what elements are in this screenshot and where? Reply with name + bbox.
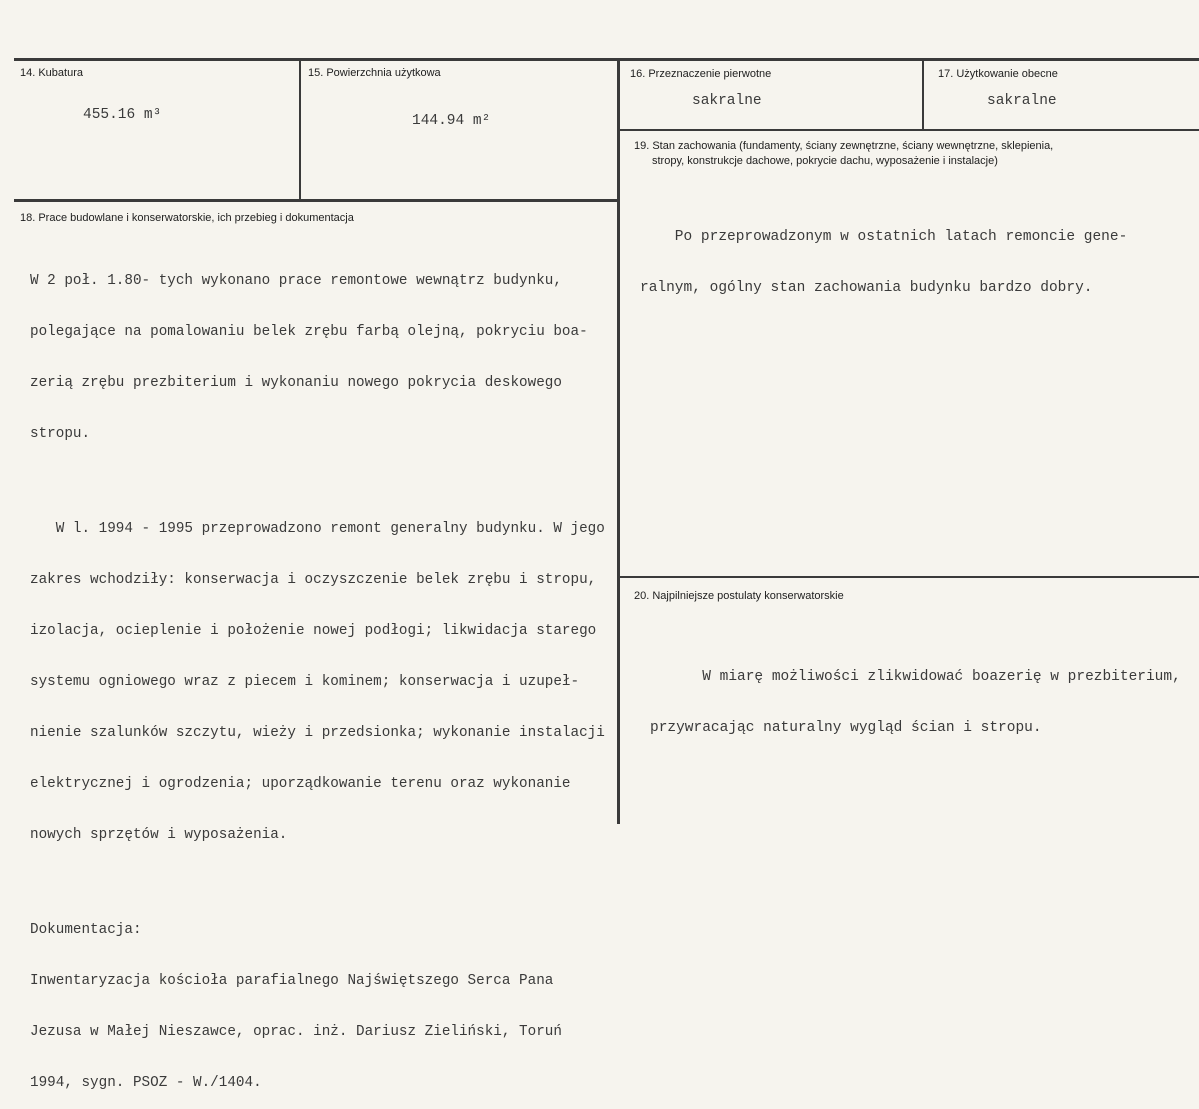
- uzytkowanie-label: 17. Użytkowanie obecne: [938, 68, 1058, 80]
- powierzchnia-label: 15. Powierzchnia użytkowa: [308, 67, 441, 79]
- prace-line: zerią zrębu prezbiterium i wykonaniu nowego pokrycia deskowego: [30, 375, 562, 391]
- postulaty-line: W miarę możliwości zlikwidować boazerię w prezbiterium,: [650, 669, 1181, 685]
- vertical-divider-3: [922, 60, 924, 130]
- right-bottom-divider: [620, 576, 1199, 578]
- prace-line: elektrycznej i ogrodzenia; uporządkowanie terenu oraz wykonanie: [30, 776, 571, 792]
- top-border-line: [14, 58, 1199, 61]
- prace-text: [30, 239, 605, 1109]
- prace-line: Jezusa w Małej Nieszawce, oprac. inż. Dariusz Zieliński, Toruń: [30, 1024, 562, 1040]
- kubatura-value: 455.16 m³: [83, 107, 162, 123]
- stan-line: ralnym, ogólny stan zachowania budynku bardzo dobry.: [640, 280, 1093, 296]
- uzytkowanie-value: sakralne: [987, 93, 1057, 109]
- kubatura-label: 14. Kubatura: [20, 67, 83, 79]
- powierzchnia-value: 144.94 m²: [412, 113, 491, 129]
- prace-line: Inwentaryzacja kościoła parafialnego Najświętszego Serca Pana: [30, 973, 554, 989]
- przeznaczenie-value: sakralne: [692, 93, 762, 109]
- right-top-divider: [620, 129, 1199, 131]
- prace-line: Dokumentacja:: [30, 922, 142, 938]
- stan-label-line1: 19. Stan zachowania (fundamenty, ściany zewnętrzne, ściany wewnętrzne, sklepienia,: [634, 140, 1054, 152]
- prace-line: stropu.: [30, 426, 91, 442]
- prace-line: izolacja, ocieplenie i położenie nowej podłogi; likwidacja starego: [30, 623, 597, 639]
- postulaty-line: przywracając naturalny wygląd ścian i stropu.: [650, 720, 1042, 736]
- prace-line: polegające na pomalowaniu belek zrębu farbą olejną, pokryciu boa-: [30, 324, 588, 340]
- vertical-divider-1: [299, 60, 301, 200]
- prace-label: 18. Prace budowlane i konserwatorskie, ich przebieg i dokumentacja: [20, 212, 354, 224]
- vertical-divider-main: [617, 60, 620, 824]
- prace-line: W l. 1994 - 1995 przeprowadzono remont generalny budynku. W jego: [30, 521, 605, 537]
- prace-line: nienie szalunków szczytu, wieży i przedsionka; wykonanie instalacji: [30, 725, 605, 741]
- stan-label-line2: stropy, konstrukcje dachowe, pokrycie dachu, wyposażenie i instalacje): [652, 155, 998, 167]
- przeznaczenie-label: 16. Przeznaczenie pierwotne: [630, 68, 772, 80]
- stan-text: [640, 195, 1127, 314]
- prace-line: zakres wchodziły: konserwacja i oczyszczenie belek zrębu i stropu,: [30, 572, 597, 588]
- stan-line: Po przeprowadzonym w ostatnich latach remoncie gene-: [640, 229, 1128, 245]
- postulaty-text: [650, 635, 1181, 754]
- prace-line: W 2 poł. 1.80- tych wykonano prace remontowe wewnątrz budynku,: [30, 273, 562, 289]
- prace-line: systemu ogniowego wraz z piecem i kominem; konserwacja i uzupeł-: [30, 674, 580, 690]
- postulaty-label: 20. Najpilniejsze postulaty konserwatorskie: [634, 590, 844, 602]
- prace-line: nowych sprzętów i wyposażenia.: [30, 827, 288, 843]
- prace-line: 1994, sygn. PSOZ - W./1404.: [30, 1075, 262, 1091]
- left-section-divider: [14, 199, 617, 202]
